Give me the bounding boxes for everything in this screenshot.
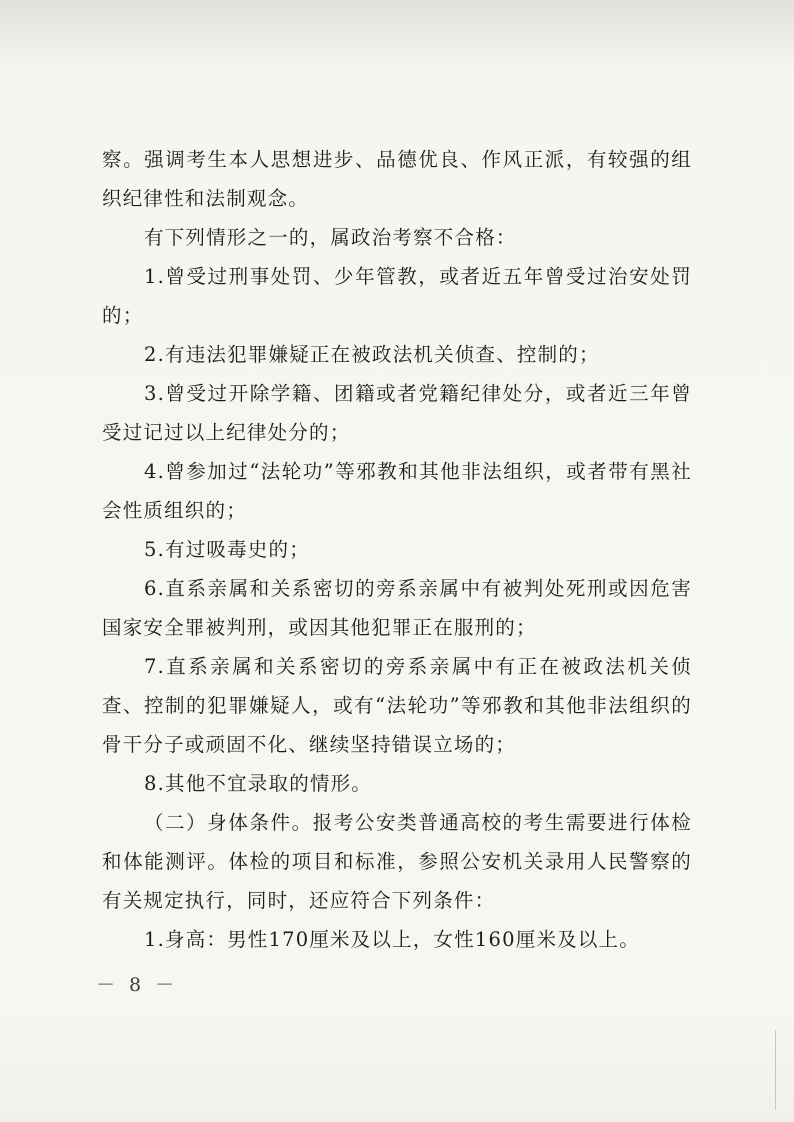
page-number: － 8 －	[96, 974, 179, 996]
section-paragraph: （二）身体条件。报考公安类普通高校的考生需要进行体检和体能测评。体检的项目和标准，参照公安机关录用人民警察的有关规定执行，同时，还应符合下列条件：	[102, 811, 692, 912]
list-item: 2.有违法犯罪嫌疑正在被政法机关侦查、控制的；	[144, 343, 600, 366]
document-body	[102, 140, 692, 959]
list-item: 1.身高：男性170厘米及以上，女性160厘米及以上。	[144, 928, 640, 951]
paragraph: 察。强调考生本人思想进步、品德优良、作风正派，有较强的组织纪律性和法制观念。	[102, 148, 692, 210]
scan-edge-line	[775, 1030, 776, 1110]
list-item: 6.直系亲属和关系密切的旁系亲属中有被判处死刑或因危害国家安全罪被判刑，或因其他犯罪正在服刑的；	[102, 577, 692, 639]
paragraph: 有下列情形之一的，属政治考察不合格：	[144, 226, 517, 249]
list-item: 8.其他不宜录取的情形。	[144, 772, 373, 795]
list-item: 4.曾参加过“法轮功”等邪教和其他非法组织，或者带有黑社会性质组织的；	[102, 460, 692, 522]
list-item: 5.有过吸毒史的；	[144, 538, 310, 561]
list-item: 1.曾受过刑事处罚、少年管教，或者近五年曾受过治安处罚的；	[102, 265, 692, 327]
list-item: 3.曾受过开除学籍、团籍或者党籍纪律处分，或者近三年曾受过记过以上纪律处分的；	[102, 382, 692, 444]
scan-shadow	[0, 0, 794, 70]
list-item: 7.直系亲属和关系密切的旁系亲属中有正在被政法机关侦查、控制的犯罪嫌疑人，或有“法轮功”等邪教和其他非法组织的骨干分子或顽固不化、继续坚持错误立场的；	[102, 655, 692, 756]
